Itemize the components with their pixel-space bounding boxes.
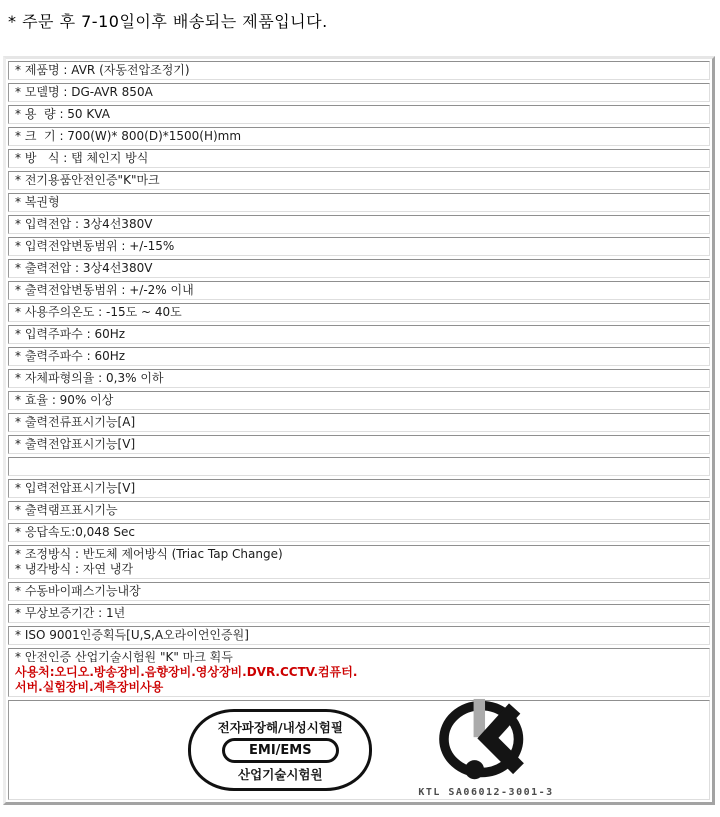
table-row bbox=[8, 259, 710, 278]
row-text: * 냉각방식 : 자연 냉각 bbox=[15, 562, 134, 576]
table-row bbox=[8, 435, 710, 454]
row-text: * 모델명 : DG-AVR 850A bbox=[15, 85, 153, 99]
row-text: * 자체파형의율 : 0,3% 이하 bbox=[15, 371, 164, 385]
table-row-certification bbox=[8, 648, 710, 697]
row-text: * 효율 : 90% 이상 bbox=[15, 393, 114, 407]
row-text: * 출력전류표시기능[A] bbox=[15, 415, 136, 429]
table-row bbox=[8, 281, 710, 300]
table-row bbox=[8, 105, 710, 124]
row-text: * 전기용품안전인증"K"마크 bbox=[15, 173, 160, 187]
row-text: * 조정방식 : 반도체 제어방식 (Triac Tap Change) bbox=[15, 547, 283, 561]
row-text: * 안전인증 산업기술시험원 "K" 마크 획득 bbox=[15, 650, 233, 664]
emi-logo-bottom-label: 산업기술시험원 bbox=[238, 766, 323, 782]
row-text: * 복권형 bbox=[15, 195, 60, 209]
row-text: * 응답속도:0,048 Sec bbox=[15, 525, 135, 539]
row-text: * 수동바이패스기능내장 bbox=[15, 584, 141, 598]
table-row bbox=[8, 237, 710, 256]
emi-ems-logo bbox=[188, 709, 372, 791]
table-row bbox=[8, 83, 710, 102]
table-row bbox=[8, 523, 710, 542]
row-text: * 출력전압변동범위 : +/-2% 이내 bbox=[15, 283, 194, 297]
ktl-k-mark-icon bbox=[438, 698, 534, 784]
row-text: * 사용주의온도 : -15도 ~ 40도 bbox=[15, 305, 182, 319]
row-text: * 출력램프표시기능 bbox=[15, 503, 118, 517]
row-text: * 입력전압표시기능[V] bbox=[15, 481, 136, 495]
ktl-certificate-number: KTL SA06012-3001-3 bbox=[418, 787, 554, 798]
emi-logo-top-label: 전자파장해/내성시험필 bbox=[217, 719, 343, 735]
table-row bbox=[8, 626, 710, 645]
table-row bbox=[8, 193, 710, 212]
table-row bbox=[8, 127, 710, 146]
table-row bbox=[8, 501, 710, 520]
row-text: * 입력주파수 : 60Hz bbox=[15, 327, 126, 341]
table-row bbox=[8, 149, 710, 168]
table-row bbox=[8, 604, 710, 623]
spec-table bbox=[3, 56, 715, 805]
row-text: * 입력전압 : 3상4선380V bbox=[15, 217, 153, 231]
table-row bbox=[8, 391, 710, 410]
table-row bbox=[8, 479, 710, 498]
table-row bbox=[8, 215, 710, 234]
table-row-empty bbox=[8, 457, 710, 476]
table-row bbox=[8, 61, 710, 80]
row-text: * 크 기 : 700(W)* 800(D)*1500(H)mm bbox=[15, 129, 242, 143]
table-row bbox=[8, 545, 710, 579]
row-text: * 제품명 : AVR (자동전압조정기) bbox=[15, 63, 190, 77]
certification-logos-row bbox=[8, 700, 710, 800]
usage-note-line2: 서버.실험장비.계측장비사용 bbox=[15, 680, 164, 694]
table-row bbox=[8, 369, 710, 388]
table-row bbox=[8, 303, 710, 322]
row-text: * 출력전압표시기능[V] bbox=[15, 437, 136, 451]
emi-ems-badge: EMI/EMS bbox=[222, 738, 339, 763]
row-text: * 용 량 : 50 KVA bbox=[15, 107, 110, 121]
table-row bbox=[8, 171, 710, 190]
table-row bbox=[8, 325, 710, 344]
table-row bbox=[8, 413, 710, 432]
row-text: * 무상보증기간 : 1년 bbox=[15, 606, 126, 620]
ktl-k-mark-logo bbox=[418, 698, 553, 798]
row-text: * ISO 9001인증획득[U,S,A오라이언인증원] bbox=[15, 628, 249, 642]
page-title: * 주문 후 7-10일이후 배송되는 제품입니다. bbox=[8, 12, 328, 31]
row-text: * 입력전압변동범위 : +/-15% bbox=[15, 239, 175, 253]
table-row bbox=[8, 582, 710, 601]
row-text: * 방 식 : 탭 체인지 방식 bbox=[15, 151, 149, 165]
row-text: * 출력전압 : 3상4선380V bbox=[15, 261, 153, 275]
row-text: * 출력주파수 : 60Hz bbox=[15, 349, 126, 363]
usage-note-line1: 사용처:오디오.방송장비.음향장비.영상장비.DVR.CCTV.컴퓨터. bbox=[15, 665, 358, 679]
table-row bbox=[8, 347, 710, 366]
